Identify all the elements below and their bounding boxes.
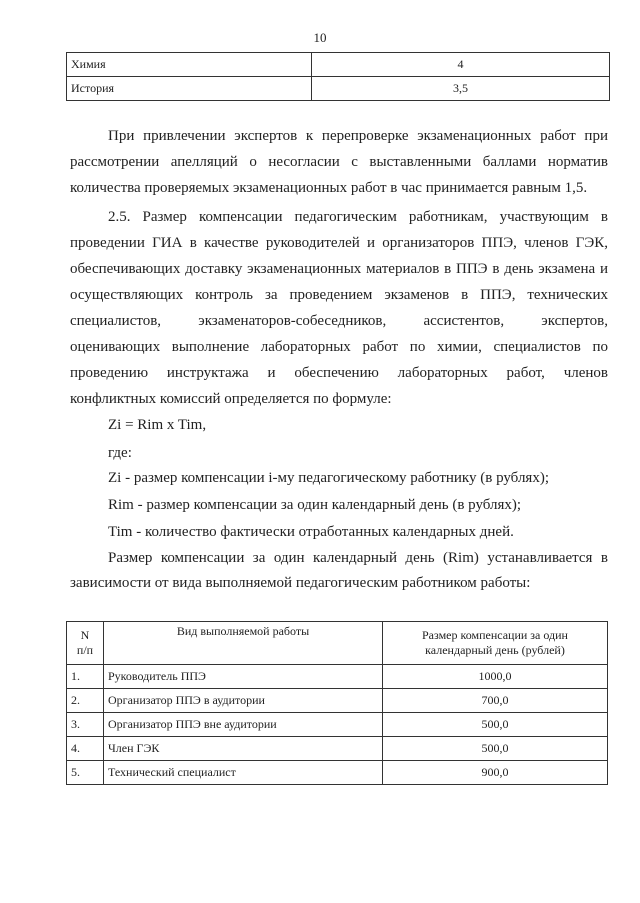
row-number: 1. xyxy=(67,665,104,689)
table-row xyxy=(67,689,608,713)
row-amount: 700,0 xyxy=(383,689,608,713)
row-number: 5. xyxy=(67,761,104,785)
table-row xyxy=(67,713,608,737)
where-label: где: xyxy=(108,445,132,461)
para2-line: специалистов, экзаменаторов-собеседников, ассистентов, экспертов, xyxy=(70,313,608,329)
table-row xyxy=(67,53,610,77)
row-work: Организатор ППЭ вне аудитории xyxy=(104,713,383,737)
row-number: 3. xyxy=(67,713,104,737)
para2-line: 2.5. Размер компенсации педагогическим работникам, участвующим в xyxy=(108,209,608,225)
table-header-row xyxy=(67,622,608,665)
definition-tim: Tim - количество фактически отработанных календарных дней. xyxy=(108,524,514,540)
subjects-table xyxy=(66,52,610,101)
row-work: Руководитель ППЭ xyxy=(104,665,383,689)
row-amount: 500,0 xyxy=(383,737,608,761)
para2-line: обеспечивающих доставку экзаменационных материалов в ППЭ в день экзамена и xyxy=(70,261,608,277)
table-row xyxy=(67,77,610,101)
para2-line: проведении ГИА в качестве руководителей и организаторов ППЭ, членов ГЭК, xyxy=(70,235,608,251)
para2-line: оценивающих выполнение лабораторных работ по химии, специалистов по xyxy=(70,339,608,355)
subject-cell: История xyxy=(67,77,312,101)
table-row xyxy=(67,665,608,689)
para1-line: количества проверяемых экзаменационных работ в час принимается равным 1,5. xyxy=(70,180,588,196)
row-work: Организатор ППЭ в аудитории xyxy=(104,689,383,713)
para2-line: конфликтных комиссий определяется по формуле: xyxy=(70,391,392,407)
row-number: 4. xyxy=(67,737,104,761)
header-number-line2: п/п xyxy=(76,643,94,657)
table-row xyxy=(67,737,608,761)
row-number: 2. xyxy=(67,689,104,713)
value-cell: 3,5 xyxy=(312,77,610,101)
para2-line: осуществляющих контроль за проведением экзаменов в ППЭ, технических xyxy=(70,287,608,303)
formula: Zi = Rim x Tim, xyxy=(108,417,207,433)
row-amount: 500,0 xyxy=(383,713,608,737)
page-number: 10 xyxy=(313,30,327,45)
header-number-line1: N xyxy=(80,628,90,642)
row-amount: 1000,0 xyxy=(383,665,608,689)
header-amount xyxy=(383,622,608,665)
header-work: Вид выполняемой работы xyxy=(104,622,383,665)
definition-zi: Zi - размер компенсации i-му педагогическому работнику (в рублях); xyxy=(108,470,549,486)
para2-line: проведению инструктажа и обеспечению лабораторных работ, членов xyxy=(70,365,608,381)
para3-line: Размер компенсации за один календарный день (Rim) устанавливается в xyxy=(108,550,608,566)
header-number xyxy=(67,622,104,665)
para1-line: рассмотрении апелляций о несогласии с выставленными баллами норматив xyxy=(70,154,608,170)
subject-cell: Химия xyxy=(67,53,312,77)
compensation-table xyxy=(66,621,608,785)
table-row xyxy=(67,761,608,785)
header-amount-line2: календарный день (рублей) xyxy=(425,643,565,657)
definition-rim: Rim - размер компенсации за один календарный день (в рублях); xyxy=(108,497,522,513)
row-amount: 900,0 xyxy=(383,761,608,785)
header-amount-line1: Размер компенсации за один xyxy=(422,628,568,642)
row-work: Член ГЭК xyxy=(104,737,383,761)
para3-line: зависимости от вида выполняемой педагогическим работником работы: xyxy=(70,575,531,591)
row-work: Технический специалист xyxy=(104,761,383,785)
para1-line: При привлечении экспертов к перепроверке экзаменационных работ при xyxy=(108,128,608,144)
value-cell: 4 xyxy=(312,53,610,77)
